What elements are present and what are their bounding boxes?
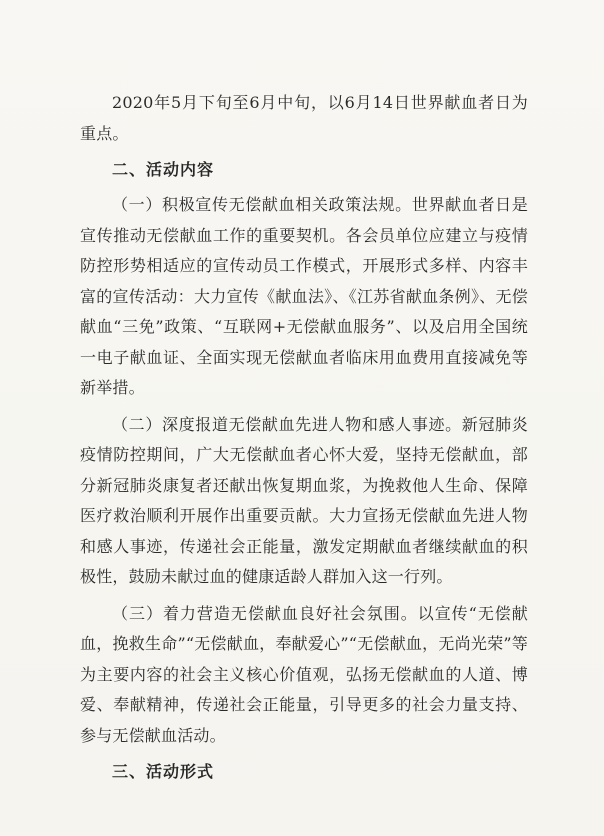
heading-activity-form: 三、活动形式 xyxy=(112,762,215,781)
heading-activity-content: 二、活动内容 xyxy=(112,160,215,179)
paragraph-policy-publicity: （一）积极宣传无偿献血相关政策法规。世界献血者日是宣传推动无偿献血工作的重要契机。各会员单位应建立与疫情防控形势相适应的宣传动员工作模式，开展形式多样、内容丰富的宣传活动：大力宣传《献血法》、《江苏省献血条例》、无偿献血“三免”政策、“互联网+无偿献血服务”、以及启用全国统一电子献血证、全面实现无偿献血者临床用血费用直接减免等新举措。 xyxy=(80,195,528,397)
paragraph-period: 2020年5月下旬至6月中旬，以6月14日世界献血者日为重点。 xyxy=(80,93,528,143)
document-body xyxy=(80,88,528,792)
paragraph-social-atmosphere: （三）着力营造无偿献血良好社会氛围。以宣传“无偿献血，挽救生命”“无偿献血，奉献爱心”“无偿献血，无尚光荣”等为主要内容的社会主义核心价值观，弘扬无偿献血的人道、博爱、奉献精神，传递社会正能量，引导更多的社会力量支持、参与无偿献血活动。 xyxy=(80,603,528,745)
paragraph-advanced-figures: （二）深度报道无偿献血先进人物和感人事迹。新冠肺炎疫情防控期间，广大无偿献血者心怀大爱，坚持无偿献血，部分新冠肺炎康复者还献出恢复期血浆，为挽救他人生命、保障医疗救治顺利开展作出重要贡献。大力宣扬无偿献血先进人物和感人事迹，传递社会正能量，激发定期献血者继续献血的积极性，鼓励未献过血的健康适龄人群加入这一行列。 xyxy=(80,414,528,586)
